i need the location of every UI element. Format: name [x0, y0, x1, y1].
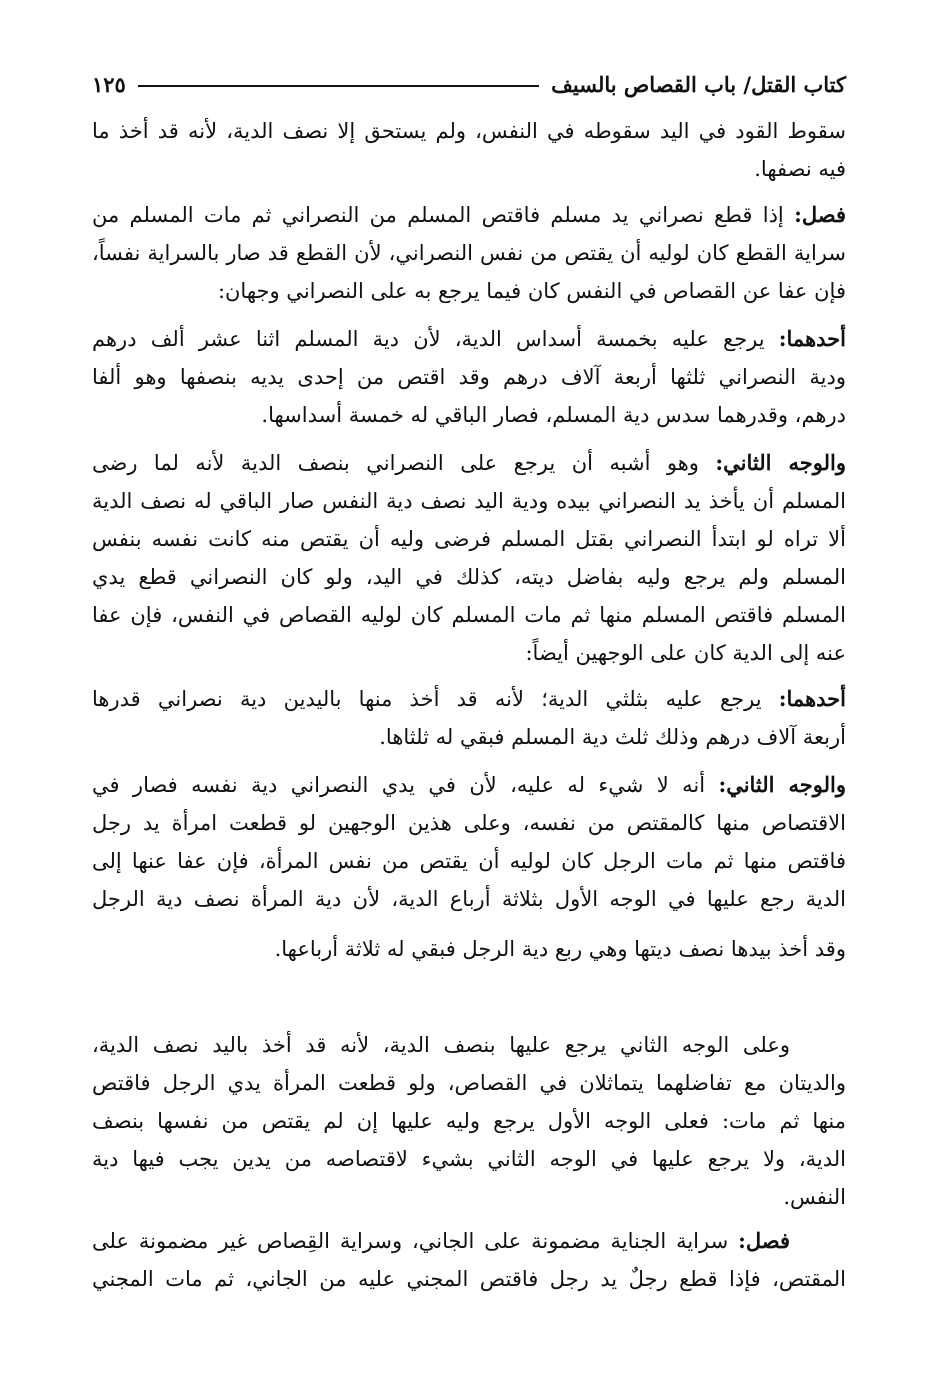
text-line: المقتص، فإذا قطع رجلٌ يد رجل فاقتص المجني عليه من الجاني، ثم مات المجني	[92, 1267, 846, 1291]
text-line: فاقتص منها ثم مات الرجل كان لوليه أن يقتص من نفس المرأة، فإن عفا عنها إلى	[92, 849, 846, 873]
line-text: يرجع عليه بخمسة أسداس الدية، لأن دية المسلم اثنا عشر ألف درهم	[92, 327, 779, 351]
text-line: المسلم ولم يرجع وليه بفاضل ديته، كذلك في اليد، ولو كان النصراني قطع يدي	[92, 565, 846, 589]
section-lead: أحدهما:	[778, 686, 846, 711]
text-line	[92, 196, 846, 234]
paragraph	[92, 112, 846, 188]
line-text: سراية الجناية مضمونة على الجاني، وسراية القِصاص غير مضمونة على	[92, 1229, 739, 1253]
paragraph	[92, 444, 846, 672]
paragraph	[92, 1026, 846, 1216]
text-line: فيه نصفها.	[754, 157, 846, 181]
text-line: ألا تراه لو ابتدأ النصراني بقتل المسلم فرضى وليه أن يقتص منه كانت نفسه بنفس	[92, 527, 846, 551]
text-line: الدية، ولا يرجع عليها في الوجه الثاني بشيء لاقتصاصه من يدين يجب فيها دية	[92, 1147, 846, 1171]
paragraph	[92, 320, 846, 434]
text-line: درهم، وقدرهما سدس دية المسلم، فصار الباقي له خمسة أسداسها.	[261, 403, 846, 427]
text-line	[92, 320, 846, 358]
line-text: أنه لا شيء له عليه، لأن في يدي النصراني دية نفسه فصار في	[92, 773, 719, 797]
section-lead: فصل:	[738, 1228, 790, 1253]
text-line	[92, 766, 846, 804]
paragraph	[92, 1222, 846, 1298]
paragraph	[92, 680, 846, 756]
paragraph	[92, 766, 846, 968]
page-number: ١٢٥	[92, 71, 126, 97]
text-line	[92, 444, 846, 482]
header-rule	[138, 85, 539, 87]
text-line: الدية رجع عليها في الوجه الأول بثلاثة أرباع الدية، لأن دية المرأة نصف دية الرجل	[92, 887, 846, 911]
text-line: الاقتصاص منها كالمقتص من نفسه، وعلى هذين الوجهين لو قطعت امرأة يد رجل	[92, 811, 846, 835]
text-line: سراية القطع كان لوليه أن يقتص من نفس النصراني، لأن القطع قد صار بالسراية نفساً،	[92, 241, 846, 265]
text-line: سقوط القود في اليد سقوطه في النفس، ولم يستحق إلا نصف الدية، لأنه قد أخذ ما	[92, 119, 846, 143]
section-lead: والوجه الثاني:	[718, 772, 846, 797]
section-lead: والوجه الثاني:	[715, 450, 847, 475]
text-line: وقد أخذ بيدها نصف ديتها وهي ربع دية الرجل فبقي له ثلاثة أرباعها.	[274, 937, 846, 961]
text-line	[92, 680, 846, 718]
section-lead: فصل:	[794, 202, 846, 227]
text-line: وعلى الوجه الثاني يرجع عليها بنصف الدية، لأنه قد أخذ باليد نصف الدية،	[92, 1033, 790, 1057]
header-title: كتاب القتل/ باب القصاص بالسيف	[551, 71, 846, 97]
text-line: منها ثم مات: فعلى الوجه الأول يرجع وليه عليها إن لم يقتص من نفسها بنصف	[92, 1109, 846, 1133]
section-lead: أحدهما:	[778, 326, 846, 351]
running-header	[92, 64, 846, 104]
text-line: فإن عفا عن القصاص في النفس كان فيما يرجع به على النصراني وجهان:	[217, 279, 846, 303]
text-line: النفس.	[783, 1185, 846, 1209]
text-line: أربعة آلاف درهم وذلك ثلث دية المسلم فبقي له ثلثاها.	[379, 725, 846, 749]
paragraph	[92, 196, 846, 310]
text-line: عنه إلى الدية كان على الوجهين أيضاً:	[525, 641, 846, 665]
text-line: ودية النصراني ثلثها أربعة آلاف درهم وقد اقتص من إحدى يديه بنصفها وهو ألفا	[92, 365, 846, 389]
text-line: المسلم أن يأخذ يد النصراني بيده ودية اليد نصف دية النفس صار الباقي له نصف الدية	[92, 489, 846, 513]
line-text: يرجع عليه بثلثي الدية؛ لأنه قد أخذ منها باليدين دية نصراني قدرها	[92, 687, 779, 711]
line-text: وهو أشبه أن يرجع على النصراني بنصف الدية لأنه لما رضى	[92, 451, 716, 475]
text-line	[92, 1222, 846, 1260]
text-line: والديتان مع تفاضلهما يتماثلان في القصاص، ولو قطعت المرأة يدي الرجل فاقتص	[92, 1071, 846, 1095]
text-line: المسلم فاقتص المسلم منها ثم مات المسلم كان لوليه القصاص في النفس، فإن عفا	[92, 603, 846, 627]
line-text: إذا قطع نصراني يد مسلم فاقتص المسلم من النصراني ثم مات المسلم من	[92, 203, 795, 227]
